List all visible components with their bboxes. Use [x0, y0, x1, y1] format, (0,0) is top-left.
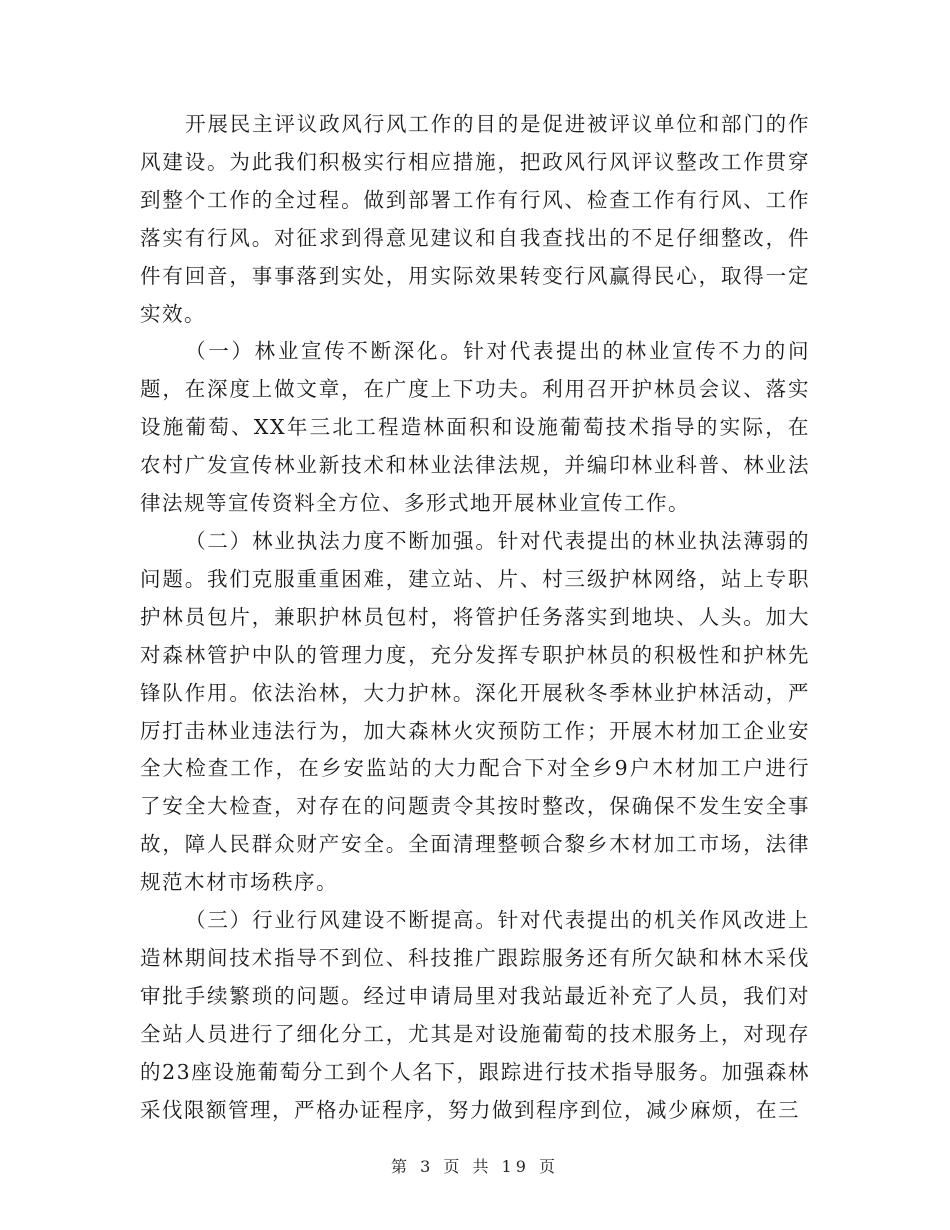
page-number-footer: 第 3 页 共 19 页	[391, 1157, 559, 1176]
paragraph-intro: 开展民主评议政风行风工作的目的是促进被评议单位和部门的作风建设。为此我们积极实行相应措施，把政风行风评议整改工作贯穿到整个工作的全过程。做到部署工作有行风、检查工作有行风、工作落实有行风。对征求到得意见建议和自我查找出的不足仔细整改，件件有回音，事事落到实处，用实际效果转变行风赢得民心，取得一定实效。	[140, 112, 810, 326]
paragraph-section-2: （二）林业执法力度不断加强。针对代表提出的林业执法薄弱的问题。我们克服重重困难，建立站、片、村三级护林网络，站上专职护林员包片，兼职护林员包村，将管护任务落实到地块、人头。加大对森林管护中队的管理力度，充分发挥专职护林员的积极性和护林先锋队作用。依法治林，大力护林。深化开展秋冬季林业护林活动，严厉打击林业违法行为，加大森林火灾预防工作；开展木材加工企业安全大检查工作，在乡安监站的大力配合下对全乡9户木材加工户进行了安全大检查，对存在的问题责令其按时整改，保确保不发生安全事故，障人民群众财产安全。全面清理整顿合黎乡木材加工市场，法律规范木材市场秩序。	[140, 528, 810, 895]
paragraph-section-1: （一）林业宣传不断深化。针对代表提出的林业宣传不力的问题，在深度上做文章，在广度上下功夫。利用召开护林员会议、落实设施葡萄、XX年三北工程造林面积和设施葡萄技术指导的实际，在农村广发宣传林业新技术和林业法律法规，并编印林业科普、林业法律法规等宣传资料全方位、多形式地开展林业宣传工作。	[140, 339, 810, 516]
body-text	[140, 106, 810, 1129]
paragraph-section-3: （三）行业行风建设不断提高。针对代表提出的机关作风改进上造林期间技术指导不到位、科技推广跟踪服务还有所欠缺和林木采伐审批手续繁琐的问题。经过申请局里对我站最近补充了人员，我们对全站人员进行了细化分工，尤其是对设施葡萄的技术服务上，对现存的23座设施葡萄分工到个人名下，跟踪进行技术指导服务。加强森林采伐限额管理，严格办证程序，努力做到程序到位，减少麻烦，在三	[140, 908, 810, 1122]
